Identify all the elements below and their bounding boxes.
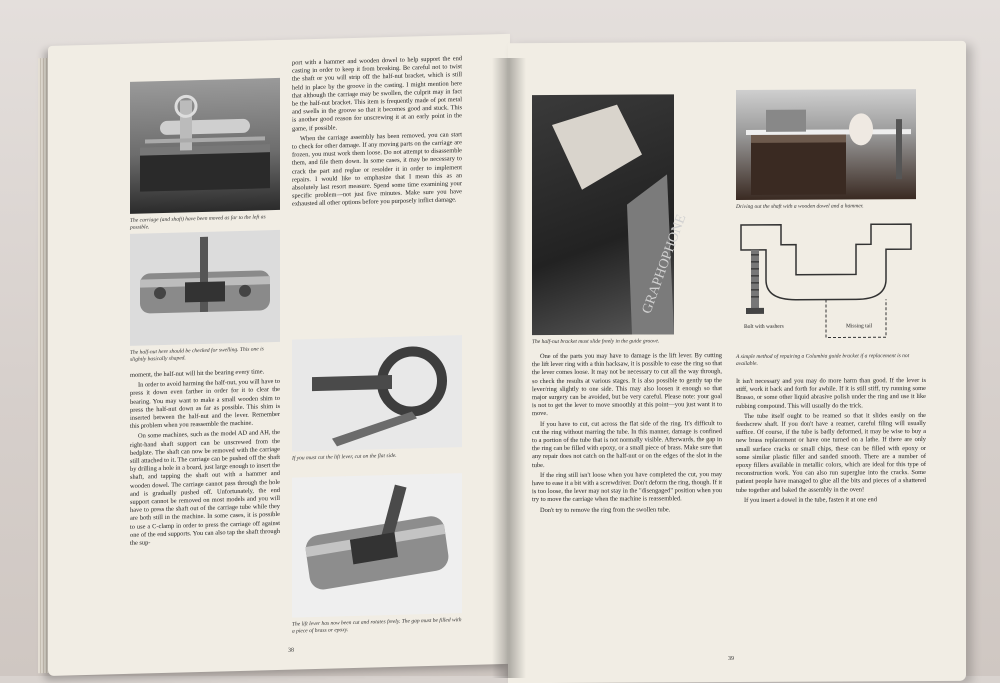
- paragraph: If the ring still isn't loose when you have completed the cut, you may have to ease it a bit with a screwdriver. Don't deform the ring, though. If it is too loose, the lever may not stay in the "disengaged" position when you try to move the carriage when the machine is reassembled.: [532, 470, 722, 504]
- photo-cut-lift-lever: [292, 473, 462, 617]
- photo-phonograph-carriage: [130, 78, 280, 214]
- phonograph-hammer-illustration: [736, 89, 916, 200]
- caption-middle-photo: The half-nut here should be checked for swelling. This one is slightly basically shaped.: [130, 346, 264, 363]
- caption-ring-photo: If you must cut the lift lever, cut on the flat side.: [292, 452, 397, 462]
- page-number-right: 39: [728, 656, 734, 663]
- right-page-left-column: [532, 352, 722, 643]
- paragraph: port with a hammer and wooden dowel to help support the end casting in order to keep it from breaking. Be careful not to twist the shaft or you will strip off the half-nut bracket, which is still held in place by the groove in the casting. I might mention here that although the carriage may be swollen, the culprit may in fact be the half-nut bracket. This item is frequently made of pot metal and swells in the groove so that it becomes good and stuck. This is another good reason for unscrewing it at an early point in the game, if possible.: [292, 55, 462, 133]
- photo-half-nut-bracket: [532, 94, 690, 335]
- paragraph: On some machines, such as the model AD and AH, the right-hand shaft support can be unscrewed from the bedplate. The shaft can now be removed with the carriage still attached to it. The carriage can be pushed off the shaft by drilling a hole in a board, just large enough to insert the shaft, and tapping the shaft out with a hammer and wooden dowel. The carriage cannot pass through the hole and is gradually pushed off. Unfortunately, the end support cannot be removed on most models and you will have to press the shaft out of the carriage tube while they are both still in the machine. In some cases, it is possible to use a C-clamp in order to press the carriage off against one of the end supports. You can also tap the shaft through the sup-: [130, 429, 280, 547]
- paragraph: Don't try to remove the ring from the swollen tube.: [540, 506, 671, 514]
- left-page: [48, 34, 510, 676]
- paragraph: In order to avoid harming the half-nut, you will have to press it down even farther in order for it to clear the bearing. You may want to make a small wooden shim to press the half-nut down as far as possible. This shim is inserted between the half-nut and the lever. Remember this problem when you reassemble the machine.: [130, 378, 280, 431]
- carriage-tube-illustration: [130, 230, 280, 346]
- label-missing-tail: Missing tail: [846, 323, 873, 330]
- caption-left-photo: The half-nut bracket must slide freely in the guide groove.: [532, 338, 660, 346]
- open-book: [30, 18, 980, 673]
- caption-right-photo: Driving out the shaft with a wooden dowel and a hammer.: [736, 203, 864, 211]
- graphophone-lettering: GRAPHOPHONE: [639, 212, 690, 316]
- paragraph: One of the parts you may have to damage is the lift lever. By cutting the lift lever ring with a thin hacksaw, it is possible to ease the ring so that the lever comes loose. It may not be necessary to cut all the way through, so check the results at various stages. It is also possible to gently tap the lever/ring slightly to one side. This may also loosen it enough so that major surgery can be avoided, but be very careful. Please note: your goal is not to get the lever to move smoothly at this point—you just want it to move.: [532, 352, 722, 418]
- guide-bracket-diagram: [736, 219, 916, 350]
- paragraph: If you insert a dowel in the tube, fasten it at one end: [744, 496, 877, 504]
- photo-lift-lever-ring: [292, 335, 462, 451]
- book-gutter-shadow: [492, 58, 526, 678]
- paragraph: When the carriage assembly has been removed, you can start to check for other damage. If any moving parts on the carriage are frozen, you must work them loose. Do not attempt to disassemble them, and file them down. In some cases, it may be necessary to crack the part and reglue or resolder it in order to implement repairs. I would like to emphasize that I mean this as an absolutely last resort measure. Spend some time examining your specific problem—not just five minutes. Make sure you have exhausted all other options before you purposely inflict damage.: [292, 130, 462, 209]
- caption-bottom-photo: The lift lever has now been cut and rotates freely. The gap must be filled with a piece of brass or epoxy.: [292, 617, 462, 635]
- photo-half-nut: [130, 230, 280, 346]
- paragraph: moment, the half-nut will hit the bearing every time.: [130, 368, 265, 379]
- right-page-right-column: [736, 377, 926, 668]
- right-page: [508, 41, 966, 683]
- paragraph: If you have to cut, cut across the flat side of the ring. It's difficult to cut the ring without marring the tube. In this manner, damage is confined to a portion of the tube that is not normally visible. Afterwards, the gap in the ring can be filled with epoxy, or a small piece of brass. Make sure that any repair does not catch on the half-nut or on the edges of the slot in the tube.: [532, 419, 722, 469]
- photo-driving-shaft: [736, 89, 916, 200]
- label-bolt-with-washers: Bolt with washers: [744, 323, 784, 330]
- page-number-left: 38: [288, 647, 294, 654]
- lift-lever-illustration: [292, 335, 462, 451]
- caption-top-photo: The carriage (and shaft) have been moved as far to the left as possible.: [130, 214, 266, 231]
- cut-tube-illustration: [292, 473, 462, 617]
- caption-diagram: A simple method of repairing a Columbia guide bracket if a replacement is not available.: [736, 353, 910, 368]
- paragraph: The tube itself ought to be reamed so that it slides easily on the feedscrew shaft. If you don't have a reamer, careful filing will usually suffice. Of course, if the tube is badly deformed, it may be wise to buy a new brass replacement or have one turned on a lathe. If there are only small surface cracks or small chips, these can be filled with epoxy or some similar plastic filler and sanded smooth. There are a number of epoxy fillers available in metallic colors, which are ideal for this type of reconstruction work. You can also run superglue into the cracks. Some patient people have managed to glue all the bits and pieces of a shattered tube together and baked the assembly in the oven!: [736, 411, 926, 494]
- left-page-right-column: [292, 55, 462, 329]
- phonograph-illustration: [130, 78, 280, 214]
- bracket-groove-illustration: [532, 94, 690, 335]
- left-page-left-column: [130, 368, 280, 642]
- paragraph: It isn't necessary and you may do more harm than good. If the lever is stiff, work it back and forth for awhile. If it is still stiff, try running some Brasso, or some other liquid abrasive polish under the ring and use it like rubbing compound. This will usually do the trick.: [736, 377, 926, 410]
